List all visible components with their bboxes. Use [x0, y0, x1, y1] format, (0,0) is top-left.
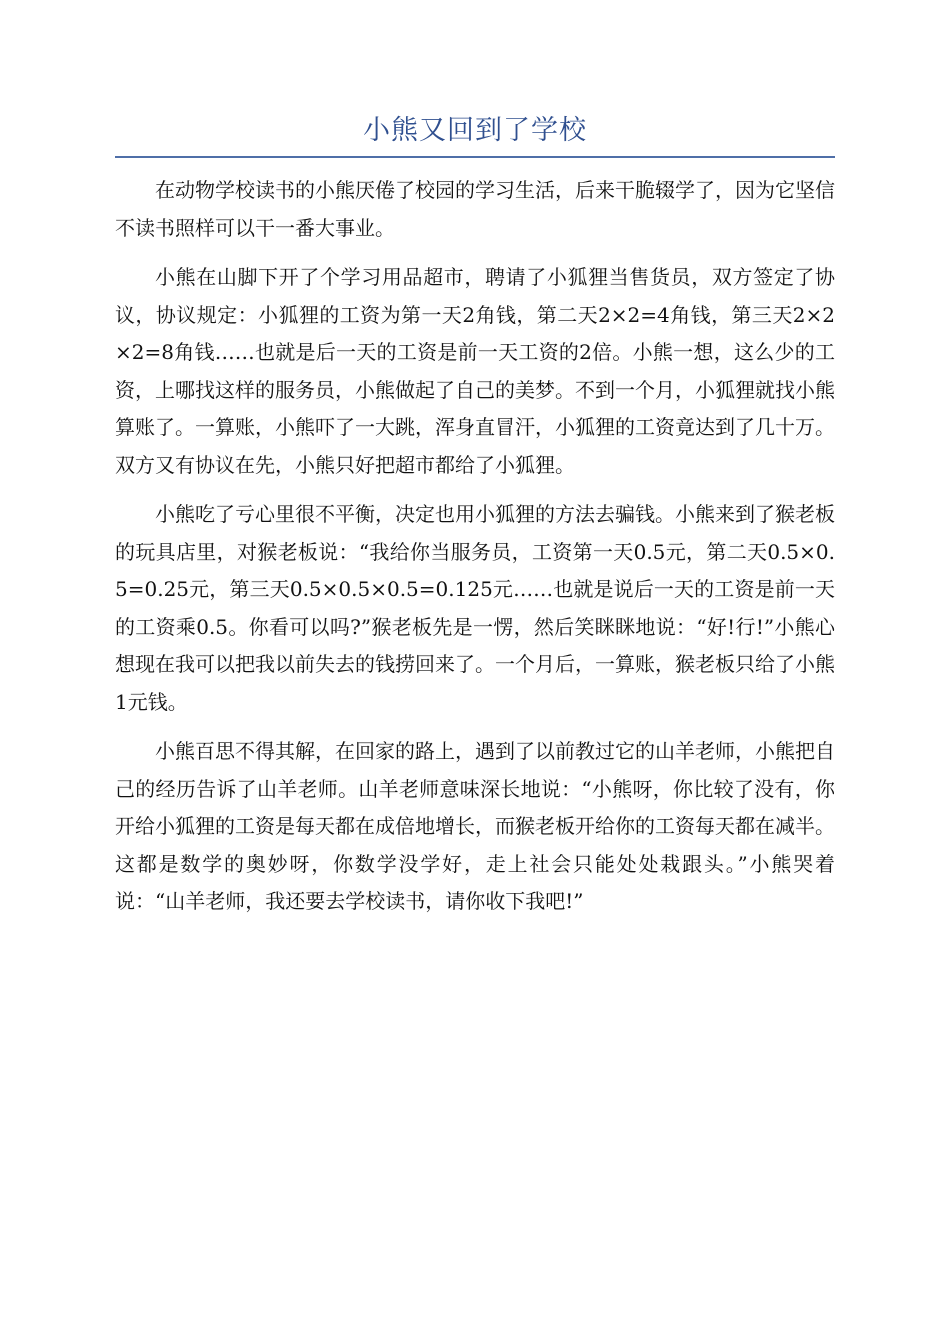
paragraph-2: 小熊在山脚下开了个学习用品超市，聘请了小狐狸当售货员，双方签定了协议，协议规定：小狐狸的工资为第一天2角钱，第二天2×2=4角钱，第三天2×2×2=8角钱……也就是后一天的工资是前一天工资的2倍。小熊一想，这么少的工资，上哪找这样的服务员，小熊做起了自己的美梦。不到一个月，小狐狸就找小熊算账了。一算账，小熊吓了一大跳，浑身直冒汗，小狐狸的工资竟达到了几十万。双方又有协议在先，小熊只好把超市都给了小狐狸。: [115, 265, 835, 477]
paragraph-4: 小熊百思不得其解，在回家的路上，遇到了以前教过它的山羊老师，小熊把自己的经历告诉了山羊老师。山羊老师意味深长地说：“小熊呀，你比较了没有，你开给小狐狸的工资是每天都在成倍地增长，而猴老板开给你的工资每天都在减半。这都是数学的奥妙呀，你数学没学好，走上社会只能处处栽跟头。”小熊哭着说：“山羊老师，我还要去学校读书，请你收下我吧!”: [115, 739, 835, 913]
title-rule: [115, 112, 835, 158]
paragraph-3: 小熊吃了亏心里很不平衡，决定也用小狐狸的方法去骗钱。小熊来到了猴老板的玩具店里，对猴老板说：“我给你当服务员，工资第一天0.5元，第二天0.5×0.5=0.25元，第三天0.5×0.5×0.5=0.125元……也就是说后一天的工资是前一天的工资乘0.5。你看可以吗?”猴老板先是一愣，然后笑眯眯地说：“好!行!”小熊心想现在我可以把我以前失去的钱捞回来了。一个月后，一算账，猴老板只给了小熊1元钱。: [115, 502, 835, 714]
paragraph-1: 在动物学校读书的小熊厌倦了校园的学习生活，后来干脆辍学了，因为它坚信不读书照样可以干一番大事业。: [115, 178, 835, 240]
document-title: 小熊又回到了学校: [363, 115, 587, 146]
document-body: [115, 172, 835, 933]
